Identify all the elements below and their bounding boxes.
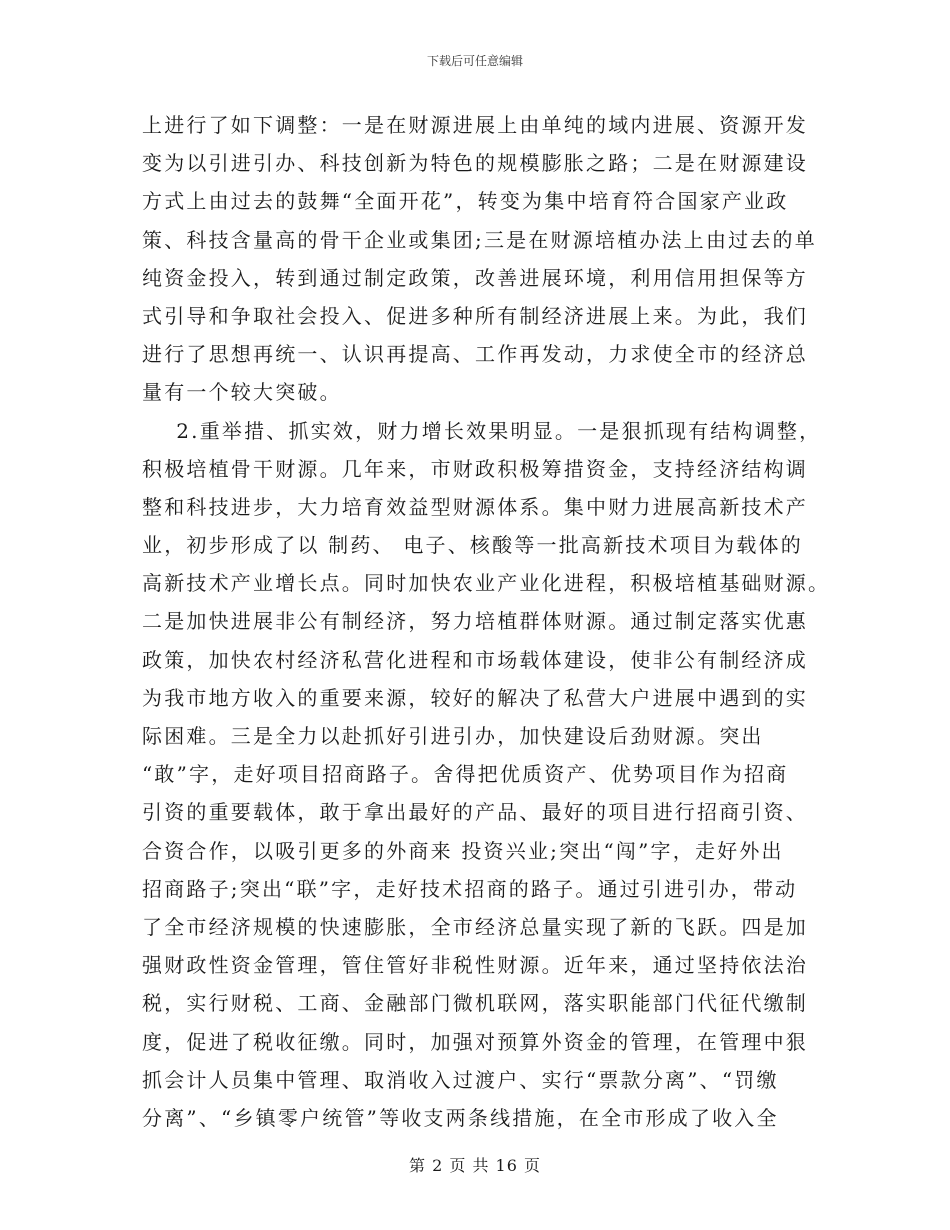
body-line: 抓会计人员集中管理、取消收入过渡户、实行“票款分离”、“罚缴 [142,1067,779,1092]
body-line: 纯资金投入，转到通过制定政策，改善进展环境，利用信用担保等方 [142,265,808,290]
body-line: 招商路子;突出“联”字，走好技术招商的路子。通过引进引办，带动 [142,876,798,901]
body-line: 变为以引进引办、科技创新为特色的规模膨胀之路；二是在财源建设 [142,151,808,176]
body-line: 策、科技含量高的骨干企业或集团;三是在财源培植办法上由过去的单 [142,227,817,252]
body-line: 量有一个较大突破。 [142,380,342,405]
body-line: 政策，加快农村经济私营化进程和市场载体建设，使非公有制经济成 [142,647,808,672]
body-line: 2.重举措、抓实效，财力增长效果明显。一是狠抓现有结构调整， [142,418,822,443]
body-line: 式引导和争取社会投入、促进多种所有制经济进展上来。为此，我们 [142,303,808,328]
body-line: 际困难。三是全力以赴抓好引进引办，加快建设后劲财源。突出 [142,724,764,748]
page-header: 下载后可任意编辑 [426,54,523,68]
body-line: 高新技术产业增长点。同时加快农业产业化进程，积极培植基础财源。 [142,571,831,596]
body-line: 度，促进了税收征缴。同时，加强对预算外资金的管理，在管理中狠 [142,1029,808,1054]
body-line: 税，实行财税、工商、金融部门微机联网，落实职能部门代征代缴制 [142,991,808,1016]
body-line: 整和科技进步，大力培育效益型财源体系。集中财力进展高新技术产 [142,494,808,519]
body-line: 为我市地方收入的重要来源，较好的解决了私营大户进展中遇到的实 [142,685,808,710]
body-line: “敢”字，走好项目招商路子。舍得把优质资产、优势项目作为招商 [142,762,789,787]
document-body [142,106,831,1137]
body-line: 积极培植骨干财源。几年来，市财政积极筹措资金，支持经济结构调 [142,456,808,481]
body-line: 方式上由过去的鼓舞“全面开花”，转变为集中培育符合国家产业政 [142,189,789,214]
body-line: 上进行了如下调整：一是在财源进展上由单纯的域内进展、资源开发 [142,113,808,137]
body-line: 分离”、“乡镇零户统管”等收支两条线措施，在全市形成了收入全 [142,1105,779,1130]
body-line: 引资的重要载体，敢于拿出最好的产品、最好的项目进行招商引资、 [142,800,808,825]
body-line: 业，初步形成了以 制药、 电子、核酸等一批高新技术项目为载体的 [142,533,803,558]
body-line: 了全市经济规模的快速膨胀，全市经济总量实现了新的飞跃。四是加 [142,914,808,939]
body-line: 二是加快进展非公有制经济，努力培植群体财源。通过制定落实优惠 [142,609,808,634]
body-line: 进行了思想再统一、认识再提高、工作再发动，力求使全市的经济总 [142,342,808,367]
page-footer: 第 2 页 共 16 页 [409,1156,541,1175]
body-line: 合资合作，以吸引更多的外商来 投资兴业;突出“闯”字，走好外出 [142,838,784,863]
body-line: 强财政性资金管理，管住管好非税性财源。近年来，通过坚持依法治 [142,953,808,978]
